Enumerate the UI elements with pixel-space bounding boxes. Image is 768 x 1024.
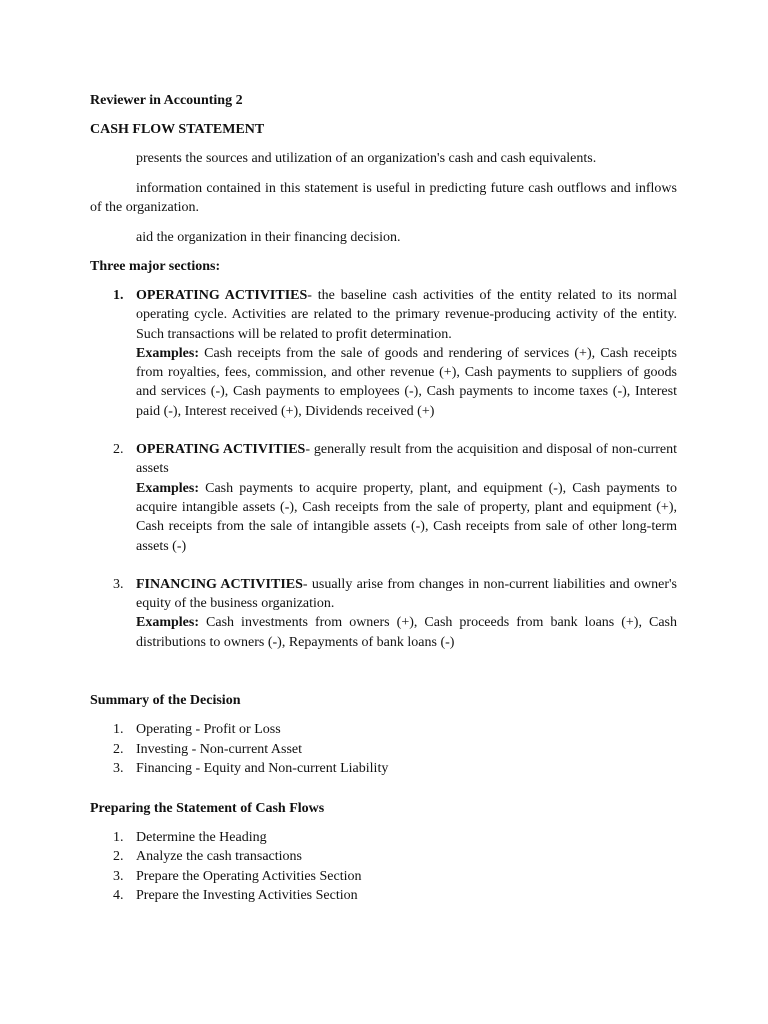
intro-paragraph-3: aid the organization in their financing decision. xyxy=(136,229,401,245)
list-item-text: Operating - Profit or Loss xyxy=(136,722,281,738)
summary-title: Summary of the Decision xyxy=(90,693,241,709)
list-item-text: Prepare the Operating Activities Section xyxy=(136,868,362,884)
list-item xyxy=(90,886,677,906)
document-title: Reviewer in Accounting 2 xyxy=(90,93,243,108)
intro-paragraph-1: presents the sources and utilization of an organization's cash and cash equivalents. xyxy=(136,151,597,166)
list-item xyxy=(90,828,677,848)
major-section-description: - usually arise from changes in non-current liabilities and owner's equity of the business organization. xyxy=(136,576,677,612)
examples-label: Examples: xyxy=(136,345,199,361)
list-item xyxy=(90,847,677,867)
examples-label: Examples: xyxy=(136,480,199,496)
list-number: 2. xyxy=(113,442,124,458)
list-number: 2. xyxy=(113,849,124,865)
list-item-text: Determine the Heading xyxy=(136,829,267,845)
major-section-investing xyxy=(90,440,677,556)
examples-text: Cash receipts from the sale of goods and rendering of services (+), Cash receipts from royalties, fees, commission, and other revenue (+), Cash payments to suppliers of goods and services (-), Cash payments to employees (-), Cash payments to income taxes (-), Interest paid (-), Interest received (+), Dividends received (+) xyxy=(136,345,677,419)
major-section-heading: FINANCING ACTIVITIES xyxy=(136,576,303,592)
list-item-text: Investing - Non-current Asset xyxy=(136,741,303,757)
list-number: 3. xyxy=(113,868,124,884)
document-page xyxy=(90,91,677,926)
preparing-list xyxy=(90,828,677,906)
major-sections-label: Three major sections: xyxy=(90,259,221,274)
list-number: 3. xyxy=(113,761,124,777)
list-item xyxy=(90,740,677,760)
list-item-text: Prepare the Investing Activities Section xyxy=(136,888,358,904)
list-number: 1. xyxy=(113,722,124,738)
major-section-heading: OPERATING ACTIVITIES xyxy=(136,442,306,458)
intro-paragraph-2: information contained in this statement is useful in predicting future cash outflows and inflows of the organization. xyxy=(90,180,677,215)
preparing-title: Preparing the Statement of Cash Flows xyxy=(90,800,325,816)
major-section-operating xyxy=(90,286,677,421)
major-section-description: - generally result from the acquisition and disposal of non-current assets xyxy=(136,442,678,477)
list-number: 4. xyxy=(113,888,124,904)
section-heading: CASH FLOW STATEMENT xyxy=(90,122,265,137)
list-item xyxy=(90,867,677,887)
examples-label: Examples: xyxy=(136,615,199,631)
list-number: 2. xyxy=(113,741,124,757)
examples-text: Cash payments to acquire property, plant, and equipment (-), Cash payments to acquire intangible assets (-), Cash receipts from the sale of property, plant and equipment (+), Cash receipts from the sale of intangible assets (-), Cash receipts from sale of other long-term assets (-) xyxy=(136,480,677,554)
examples-text: Cash investments from owners (+), Cash proceeds from bank loans (+), Cash distributions to owners (-), Repayments of bank loans (-) xyxy=(136,615,677,650)
major-section-description: - the baseline cash activities of the entity related to its normal operating cycle. Activities are related to the primary revenue-producing activity of the entity. Such transactions will be related to profit determination. xyxy=(136,288,678,342)
list-item xyxy=(90,759,677,779)
major-sections-list xyxy=(90,286,677,652)
list-number: 1. xyxy=(113,288,124,303)
major-section-financing xyxy=(90,575,677,652)
summary-list xyxy=(90,720,677,779)
major-section-heading: OPERATING ACTIVITIES xyxy=(136,288,308,303)
list-item-text: Financing - Equity and Non-current Liability xyxy=(136,761,389,777)
list-number: 3. xyxy=(113,576,124,592)
list-item xyxy=(90,720,677,740)
list-item-text: Analyze the cash transactions xyxy=(136,849,302,865)
list-number: 1. xyxy=(113,829,124,845)
